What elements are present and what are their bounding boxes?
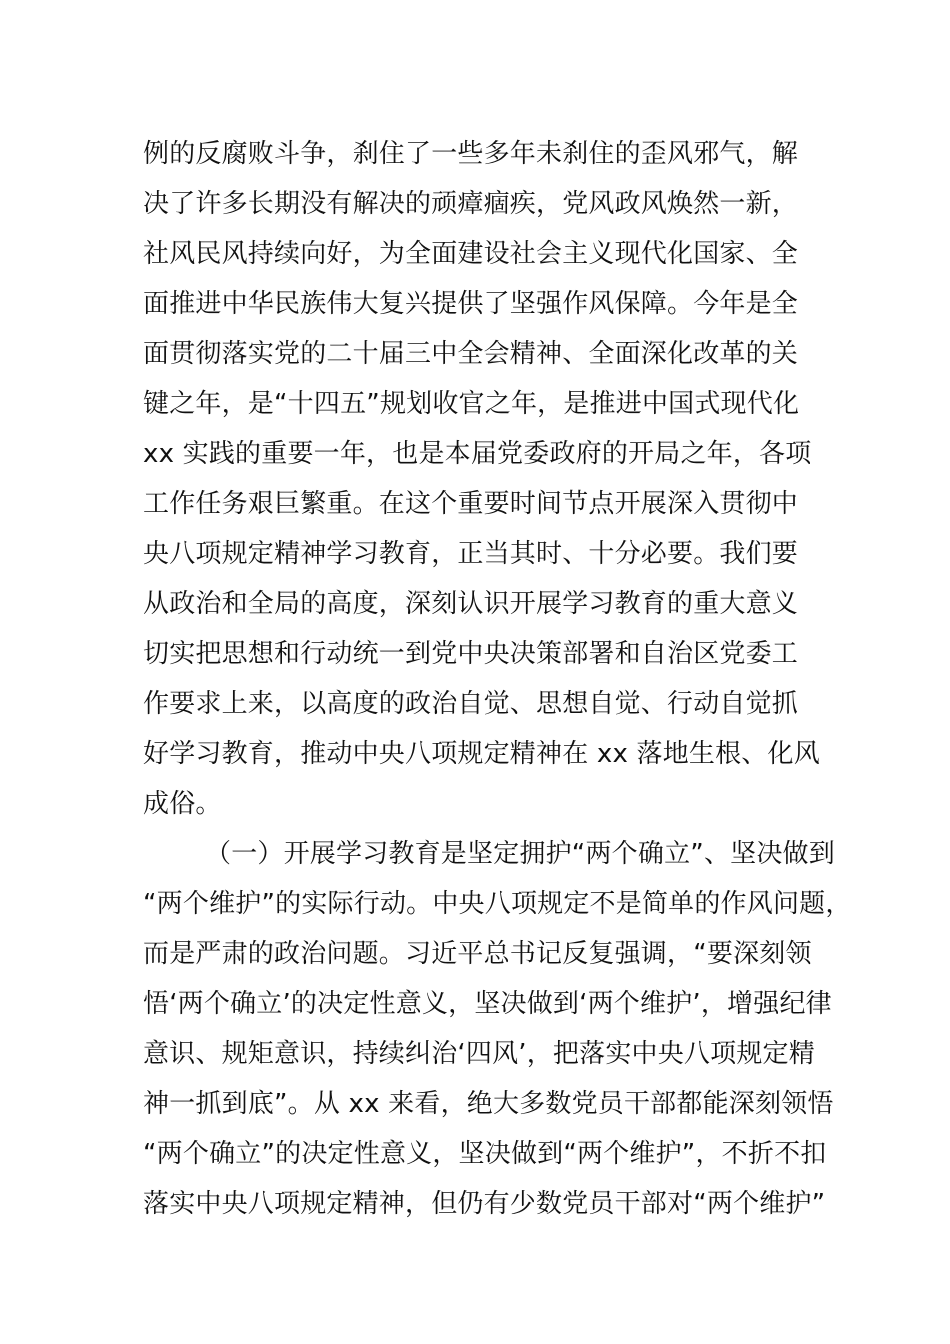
text-line: 落实中央八项规定精神，但仍有少数党员干部对“两个维护” bbox=[143, 1189, 826, 1219]
text-line: 社风民风持续向好，为全面建设社会主义现代化国家、全 bbox=[143, 239, 799, 269]
text-line: 键之年，是“十四五”规划收官之年，是推进中国式现代化 bbox=[143, 389, 800, 419]
text-line: 从政治和全局的高度，深刻认识开展学习教育的重大意义 bbox=[143, 589, 799, 619]
text-line: 成俗。 bbox=[143, 789, 222, 819]
text-line: 神一抓到底”。从 xx 来看，绝大多数党员干部都能深刻领悟 bbox=[143, 1089, 834, 1119]
text-line: 悟‘两个确立’的决定性意义，坚决做到‘两个维护’，增强纪律 bbox=[143, 989, 832, 1019]
text-line: 例的反腐败斗争，刹住了一些多年未刹住的歪风邪气，解 bbox=[143, 139, 799, 169]
text-line: 工作任务艰巨繁重。在这个重要时间节点开展深入贯彻中 bbox=[143, 489, 799, 519]
text-line: 面推进中华民族伟大复兴提供了坚强作风保障。今年是全 bbox=[143, 289, 799, 319]
text-line: “两个确立”的决定性意义，坚决做到“两个维护”，不折不扣 bbox=[143, 1139, 827, 1169]
text-line: “两个维护”的实际行动。中央八项规定不是简单的作风问题， bbox=[143, 889, 852, 919]
text-line: 切实把思想和行动统一到党中央决策部署和自治区党委工 bbox=[143, 639, 799, 669]
section-heading-line: （一）开展学习教育是坚定拥护“两个确立”、坚决做到 bbox=[205, 839, 835, 869]
text-line: xx 实践的重要一年，也是本届党委政府的开局之年，各项 bbox=[143, 439, 812, 469]
text-line: 央八项规定精神学习教育，正当其时、十分必要。我们要 bbox=[143, 539, 799, 569]
text-line: 而是严肃的政治问题。习近平总书记反复强调，“要深刻领 bbox=[143, 939, 812, 969]
text-line: 决了许多长期没有解决的顽瘴痼疾，党风政风焕然一新， bbox=[143, 189, 799, 219]
document-body bbox=[143, 129, 852, 1229]
text-line: 面贯彻落实党的二十届三中全会精神、全面深化改革的关 bbox=[143, 339, 799, 369]
text-line: 意识、规矩意识，持续纠治‘四风’，把落实中央八项规定精 bbox=[143, 1039, 815, 1069]
text-line: 作要求上来，以高度的政治自觉、思想自觉、行动自觉抓 bbox=[143, 689, 799, 719]
text-line: 好学习教育，推动中央八项规定精神在 xx 落地生根、化风 bbox=[143, 739, 820, 769]
